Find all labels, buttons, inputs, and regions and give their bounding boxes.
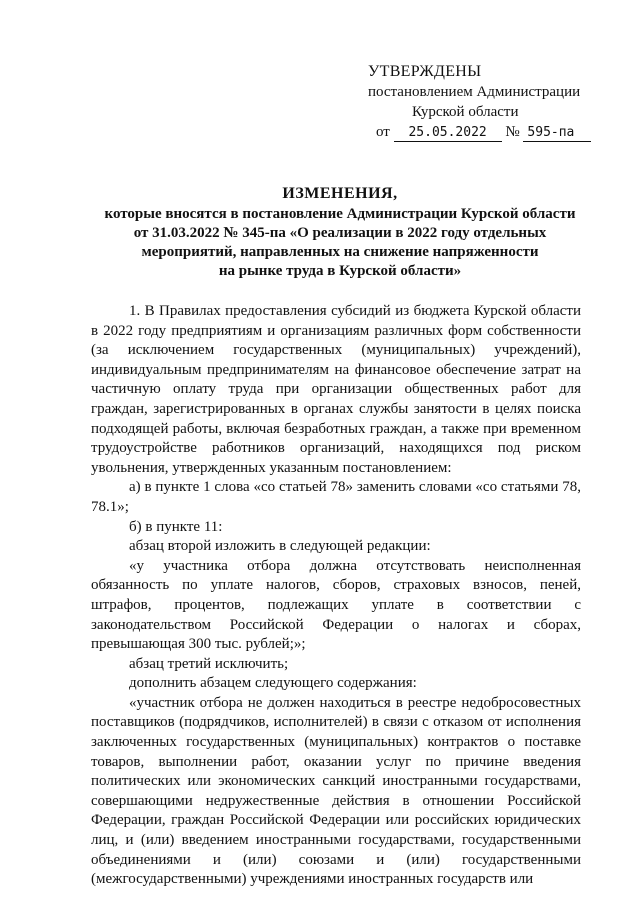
document-body — [91, 302, 581, 890]
title-line-4: на рынке труда в Курской области» — [218, 263, 462, 279]
approval-date-line — [376, 122, 598, 142]
approved-by-line: постановлением Администрации — [368, 84, 581, 100]
paragraph-3: б) в пункте 11: — [129, 518, 223, 535]
approved-region-line: Курской области — [412, 104, 519, 120]
approval-number: 595-па — [523, 125, 591, 142]
paragraph-2: а) в пункте 1 слова «со статьей 78» заменить словами «со статьями 78, 78.1»; — [91, 479, 581, 515]
paragraph-1: 1. В Правилах предоставления субсидий из бюджета Курской области в 2022 году предприятиям и организациям различных форм собственности (за исключением государственных (муниципальных) учреждений), индивидуальным предпринимателям на финансовое обеспечение затрат на частичную оплату труда при организации общественных работ для граждан, зарегистрированных в органах службы занятости в целях поиска подходящей работы, включая безработных граждан, а также при временном трудоустройстве работников организаций, находящихся под риском увольнения, утвержденных указанным постановлением: — [91, 303, 581, 476]
paragraph-6: абзац третий исключить; — [129, 655, 289, 672]
approved-label: УТВЕРЖДЕНЫ — [368, 63, 482, 80]
title-line-1: которые вносятся в постановление Администрации Курской области — [104, 206, 576, 222]
document-title — [80, 184, 600, 281]
title-line-2: от 31.03.2022 № 345-па «О реализации в 2022 году отдельных — [133, 225, 547, 241]
paragraph-7: дополнить абзацем следующего содержания: — [129, 675, 417, 692]
paragraph-8: «участник отбора не должен находиться в реестре недобросовестных поставщиков (подрядчиков, исполнителей) в связи с отказом от исполнения заключенных государственных (муниципальных) контрактов о поставке товаров, выполнении работ, оказании услуг по причине введения политических или экономических санкций иностранными государствами, совершающими недружественные действия в отношении Российской Федерации, граждан Российской Федерации или российских юридических лиц, и (или) введением иностранными государствами, государственными объединениями и (или) союзами и (или) государственными (межгосударственными) учреждениями иностранных государств или — [91, 694, 581, 888]
paragraph-5: «у участника отбора должна отсутствовать неисполненная обязанность по уплате налогов, сборов, страховых взносов, пеней, штрафов, процентов, подлежащих уплате в соответствии с законодательством Российской Федерации о налогах и сборах, превышающая 300 тыс. рублей;»; — [91, 557, 581, 653]
number-prefix: № — [505, 124, 520, 140]
date-prefix: от — [376, 124, 390, 140]
approval-date: 25.05.2022 — [394, 125, 502, 142]
approval-stamp — [368, 62, 598, 142]
paragraph-4: абзац второй изложить в следующей редакции: — [129, 538, 431, 555]
title-line-3: мероприятий, направленных на снижение напряженности — [141, 244, 539, 260]
title-heading: ИЗМЕНЕНИЯ, — [282, 185, 398, 202]
